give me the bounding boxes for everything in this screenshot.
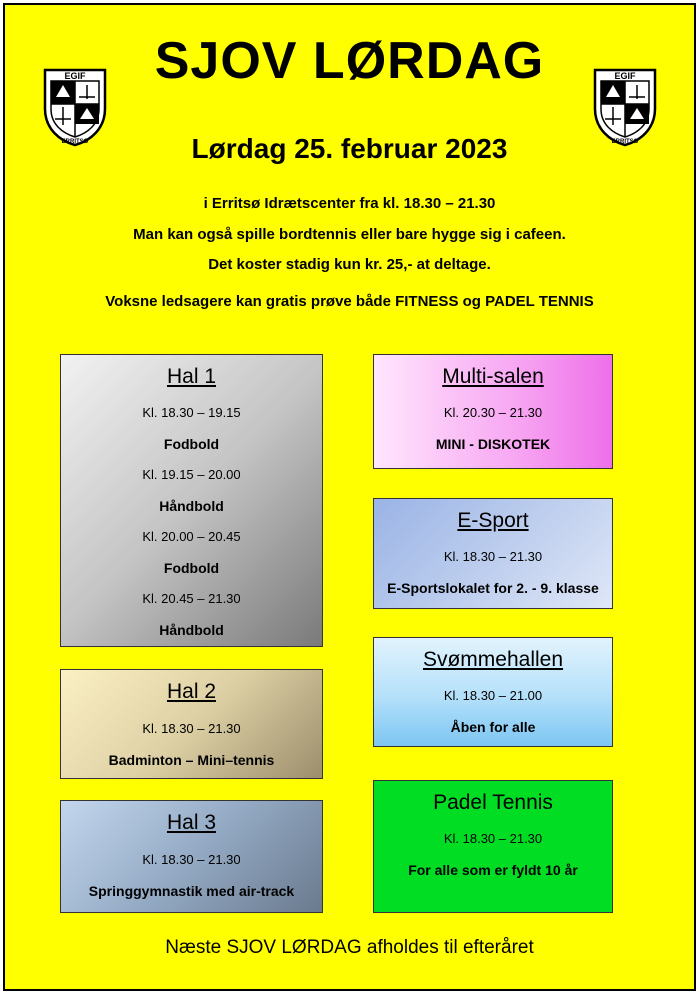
info-line-venue: i Erritsø Idrætscenter fra kl. 18.30 – 21.30 [203, 195, 496, 212]
svommehallen-time: Kl. 18.30 – 21.00 [443, 688, 543, 703]
esport-activity: E-Sportslokalet for 2. - 9. klasse [387, 580, 599, 596]
hal1-title: Hal 1 [166, 365, 217, 388]
svommehallen-box [373, 637, 613, 747]
hal2-time: Kl. 18.30 – 21.30 [142, 721, 241, 736]
hal2-title: Hal 2 [166, 680, 217, 703]
multisalen-box [373, 354, 613, 469]
hal3-activity: Springgymnastik med air-track [88, 883, 295, 899]
logo-bottom-text: ERRITSØ [611, 139, 639, 145]
hal1-time-3: Kl. 20.00 – 20.45 [142, 529, 241, 544]
esport-box [373, 498, 613, 609]
hal3-title: Hal 3 [166, 811, 217, 834]
hal1-activity-2: Håndbold [159, 498, 224, 514]
multisalen-time: Kl. 20.30 – 21.30 [443, 405, 543, 420]
hal1-time-4: Kl. 20.45 – 21.30 [142, 591, 241, 606]
info-line-bordtennis: Man kan også spille bordtennis eller bare hygge sig i cafeen. [133, 226, 566, 243]
svommehallen-activity: Åben for alle [450, 719, 536, 735]
hal2-box [60, 669, 323, 779]
svommehallen-title: Svømmehallen [422, 648, 564, 671]
padel-tennis-time: Kl. 18.30 – 21.30 [443, 831, 543, 846]
hal1-activity-3: Fodbold [163, 560, 220, 576]
info-line-adults: Voksne ledsagere kan gratis prøve både FITNESS og PADEL TENNIS [105, 293, 594, 310]
esport-time: Kl. 18.30 – 21.30 [443, 549, 543, 564]
hal3-box [60, 800, 323, 913]
info-line-price: Det koster stadig kun kr. 25,- at deltage. [208, 256, 491, 273]
padel-tennis-title: Padel Tennis [433, 791, 553, 814]
footer-note: Næste SJOV LØRDAG afholdes til efteråret [165, 937, 534, 958]
poster [3, 3, 696, 991]
esport-title: E-Sport [457, 509, 529, 532]
padel-tennis-box [373, 780, 613, 913]
logo-top-text: EGIF [64, 71, 86, 81]
hal3-time: Kl. 18.30 – 21.30 [142, 852, 241, 867]
hal2-activity: Badminton – Mini–tennis [108, 752, 275, 768]
hal1-time-1: Kl. 18.30 – 19.15 [142, 405, 241, 420]
poster-title: SJOV LØRDAG [154, 32, 545, 90]
hal1-activity-1: Fodbold [163, 436, 220, 452]
multisalen-title: Multi-salen [442, 365, 544, 388]
hal1-time-2: Kl. 19.15 – 20.00 [142, 467, 241, 482]
padel-tennis-activity: For alle som er fyldt 10 år [408, 862, 578, 878]
hal1-box [60, 354, 323, 647]
multisalen-activity: MINI - DISKOTEK [435, 436, 551, 452]
hal1-activity-4: Håndbold [159, 622, 224, 638]
logo-bottom-text: ERRITSØ [61, 139, 89, 145]
logo-top-text: EGIF [614, 71, 636, 81]
event-date: Lørdag 25. februar 2023 [191, 133, 508, 164]
